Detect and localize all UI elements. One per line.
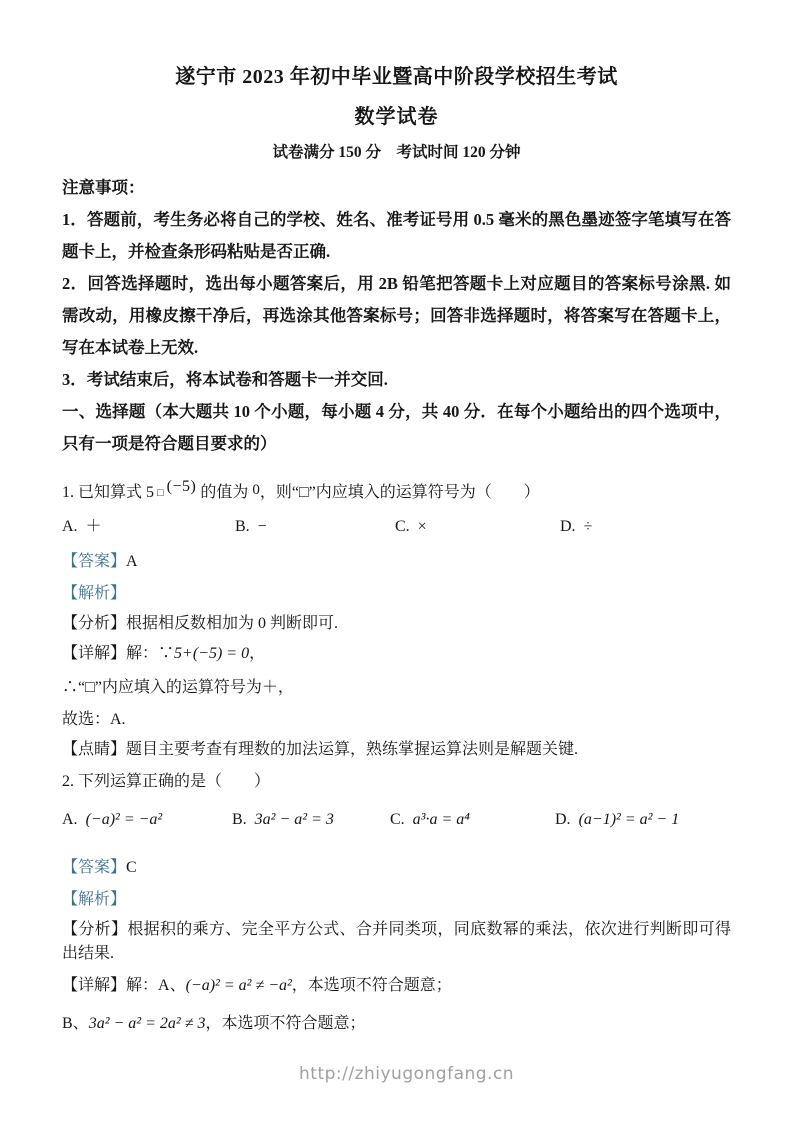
document-title-line2: 数学试卷	[354, 106, 439, 128]
question-2-analysis-line	[62, 918, 731, 966]
detail-b-prefix: B、	[62, 1015, 89, 1032]
question-1-text-mid: 的值为	[200, 484, 249, 501]
question-1-analysis-line	[62, 612, 731, 636]
notice-item-2: 2．回答选择题时，选出每小题答案后，用 2B 铅笔把答题卡上对应题目的答案标号涂黑. 如需改动，用橡皮擦干净后，再选涂其他答案标号；回答非选择题时，将答案写在答题卡上，写在本试卷上无效.	[62, 274, 731, 357]
question-2-option-a	[62, 806, 232, 834]
question-2-detail-line-a	[62, 974, 731, 998]
question-2-option-d	[555, 806, 731, 834]
question-2-options	[62, 806, 731, 834]
question-1-number: 1.	[62, 484, 74, 501]
note-text: 题目主要考查有理数的加法运算，熟练掌握运算法则是解题关键.	[126, 741, 579, 758]
option-value: ＋	[85, 518, 102, 535]
option-label: D.	[555, 811, 571, 828]
note-tag: 【点睛】	[62, 741, 127, 758]
section-1-heading: 一、选择题（本大题共 10 个小题，每小题 4 分，共 40 分．在每个小题给出的四个选项中，只有一项是符合题目要求的）	[62, 402, 731, 453]
answer-value: A	[126, 553, 138, 570]
answer-tag: 【答案】	[62, 859, 127, 876]
question-1-note-line	[62, 738, 731, 762]
question-1-expr-sup: (−5)	[166, 478, 197, 495]
question-1-stem	[62, 472, 731, 508]
analysis-heading-tag: 【解析】	[62, 585, 127, 602]
question-1-text-before: 已知算式	[78, 484, 143, 501]
detail-a-suffix: ，本选项不符合题意；	[291, 977, 452, 994]
option-label: A.	[62, 811, 78, 828]
option-label: C.	[395, 518, 410, 535]
option-formula: 3a² − a² = 3	[254, 811, 334, 828]
option-label: A.	[62, 518, 78, 535]
detail-prefix: 解：∵	[126, 645, 175, 662]
question-1-text-after: ，则“□”内应填入的运算符号为（ ）	[259, 484, 540, 501]
question-1-option-c	[395, 514, 560, 540]
option-label: B.	[235, 518, 250, 535]
detail-math: 5+(−5) = 0	[174, 645, 250, 662]
question-2-number: 2.	[62, 773, 74, 790]
question-1-option-a	[62, 514, 235, 540]
question-2-analysis-heading	[62, 888, 731, 912]
analysis-tag: 【分析】	[62, 921, 128, 938]
question-1-expr-value: 0	[252, 482, 260, 498]
exam-score-time-info: 试卷满分 150 分 考试时间 120 分钟	[272, 144, 521, 161]
question-1-options	[62, 514, 731, 540]
option-label: D.	[560, 518, 576, 535]
question-2-answer-line	[62, 856, 731, 880]
question-2-detail-line-b	[62, 1012, 731, 1036]
question-1-expr-base: 5	[146, 484, 155, 501]
document-title-line1: 遂宁市 2023 年初中毕业暨高中阶段学校招生考试	[175, 66, 618, 88]
question-2-stem	[62, 770, 731, 794]
question-2-text: 下列运算正确的是（ ）	[78, 773, 271, 790]
notice-item-3: 3．考试结束后，将本试卷和答题卡一并交回.	[62, 370, 388, 389]
question-1-option-d	[560, 514, 731, 540]
watermark-url: http://zhiyugongfang.cn	[299, 1064, 515, 1084]
detail-tag: 【详解】	[62, 645, 127, 662]
detail-suffix: ，	[249, 645, 266, 662]
detail-a-prefix: 解：A、	[126, 977, 186, 994]
analysis-tag: 【分析】	[62, 615, 127, 632]
option-label: B.	[232, 811, 247, 828]
analysis-heading-tag: 【解析】	[62, 891, 127, 908]
question-1-expr-box: □	[157, 487, 164, 499]
option-formula: (−a)² = −a²	[85, 811, 163, 828]
question-1-option-b	[235, 514, 395, 540]
detail-a-math: (−a)² = a² ≠ −a²	[185, 977, 292, 994]
option-value: −	[257, 518, 267, 535]
answer-tag: 【答案】	[62, 553, 127, 570]
option-formula: a³·a = a⁴	[412, 811, 470, 828]
question-1-answer-line	[62, 550, 731, 574]
question-1-detail-line-2: ∴“□”内应填入的运算符号为＋，	[62, 679, 294, 696]
option-value: ×	[417, 518, 427, 535]
question-1-conclusion: 故选：A.	[62, 711, 126, 728]
question-1-analysis-heading	[62, 582, 731, 606]
option-value: ÷	[583, 518, 593, 535]
analysis-text: 根据积的乘方、完全平方公式、合并同类项，同底数幂的乘法，依次进行判断即可得出结果.	[62, 921, 731, 962]
detail-b-math: 3a² − a² = 2a² ≠ 3	[88, 1015, 206, 1032]
question-2-option-c	[390, 806, 555, 834]
notice-heading: 注意事项：	[62, 178, 145, 197]
option-formula: (a−1)² = a² − 1	[578, 811, 680, 828]
notice-item-1: 1．答题前，考生务必将自己的学校、姓名、准考证号用 0.5 毫米的黑色墨迹签字笔填写在答题卡上，并检查条形码粘贴是否正确.	[62, 210, 731, 261]
analysis-text: 根据相反数相加为 0 判断即可.	[126, 615, 339, 632]
detail-b-suffix: ，本选项不符合题意；	[205, 1015, 366, 1032]
detail-tag: 【详解】	[62, 977, 127, 994]
question-2-option-b	[232, 806, 390, 834]
question-1-detail-line	[62, 642, 731, 666]
option-label: C.	[390, 811, 405, 828]
answer-value: C	[126, 859, 137, 876]
